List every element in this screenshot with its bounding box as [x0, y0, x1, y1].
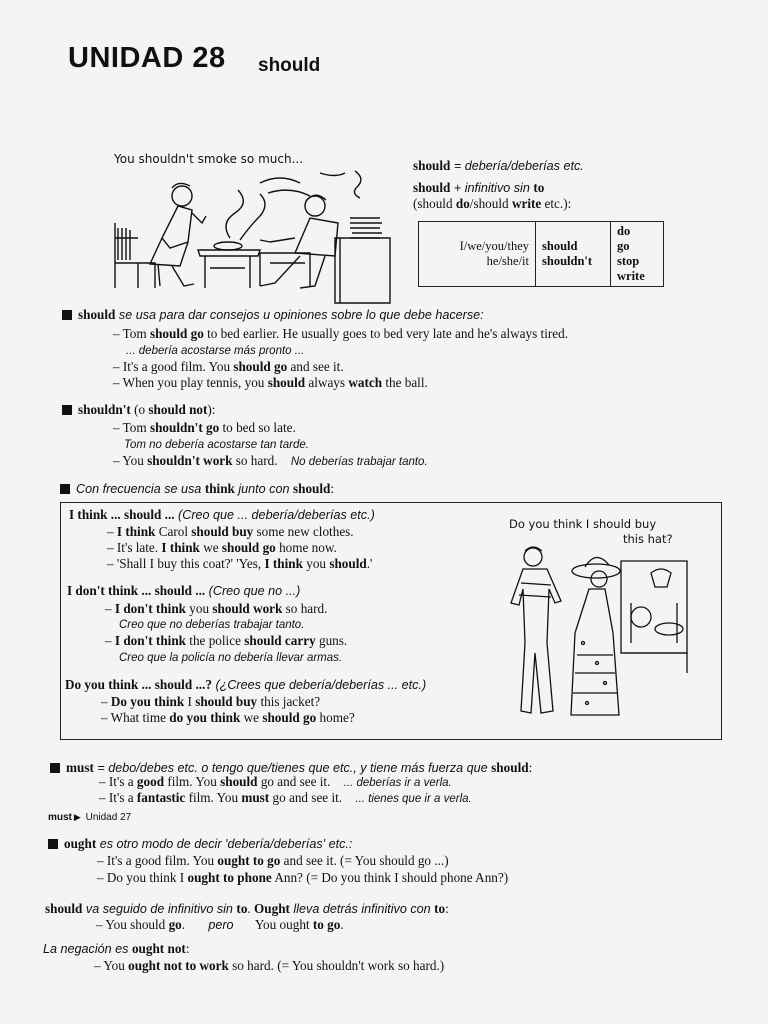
- heading-keyword: must: [66, 760, 94, 775]
- example-line: [113, 420, 296, 436]
- definition-line: [413, 158, 584, 174]
- subjects-plural: I/we/you/they: [459, 239, 529, 253]
- translation-line: Tom no debería acostarse tan tarde.: [124, 439, 309, 451]
- ex-text: – You: [94, 958, 129, 973]
- example-line: [101, 710, 355, 726]
- ex-text: You ought: [254, 917, 313, 932]
- ex-bold: I don't think: [114, 633, 186, 648]
- modal-negative: shouldn't: [542, 254, 593, 268]
- ex-bold: to go: [312, 917, 341, 932]
- arrow-right-icon: ▶: [73, 812, 81, 822]
- ex-text: and see it. (= You should go ...): [280, 853, 449, 868]
- rule-text: va seguido de infinitivo sin: [82, 902, 237, 916]
- ex-bold: I think: [161, 540, 200, 555]
- ex-text: – It's a: [99, 790, 137, 805]
- ex-text: this jacket?: [257, 694, 321, 709]
- hat-cartoon-caption-2: this hat?: [623, 532, 673, 546]
- ex-text: – What time: [101, 710, 170, 725]
- form-ex-write: write: [511, 196, 542, 211]
- ex-text: – Do you think I: [97, 870, 188, 885]
- ex-bold: watch: [348, 375, 383, 390]
- forms-table: [418, 221, 664, 287]
- example-line: [107, 524, 354, 540]
- think-heading: [69, 507, 375, 523]
- ex-bold: should: [220, 774, 258, 789]
- example-line: [101, 694, 320, 710]
- heading-keyword: should not: [148, 402, 208, 417]
- rule-text: :: [185, 941, 190, 956]
- heading-text: :: [330, 481, 335, 496]
- verb-item: stop: [617, 254, 640, 268]
- example-line: [113, 359, 344, 375]
- box-heading-bold: Do you think ... should ...?: [65, 677, 212, 692]
- example-line: [113, 453, 428, 470]
- translation-inline: No deberías trabajar tanto.: [290, 456, 428, 468]
- heading-text: = debo/debes etc. o tengo que/tienes que etc., y tiene más fuerza que: [93, 761, 492, 775]
- verb-item: write: [617, 269, 645, 283]
- ex-bold: should: [267, 375, 306, 390]
- ex-text: some new clothes.: [253, 524, 354, 539]
- def-keyword: should: [413, 158, 451, 173]
- ex-text: so hard.: [282, 601, 328, 616]
- heading-keyword: should: [293, 481, 331, 496]
- ex-text: – Tom: [113, 420, 150, 435]
- ex-bold: do you think: [169, 710, 241, 725]
- ex-bold: should go: [221, 540, 276, 555]
- ex-text: .: [181, 917, 186, 932]
- ex-text: film. You: [164, 774, 221, 789]
- section-negative-heading: [62, 402, 215, 418]
- ex-text: and see it.: [287, 359, 344, 374]
- ex-bold: should: [329, 556, 367, 571]
- ex-bold: must: [241, 790, 270, 805]
- form-ex-text: (should: [413, 196, 456, 211]
- bullet-icon: [50, 763, 60, 773]
- section-advice-heading: [62, 307, 484, 323]
- ex-text: I: [184, 694, 196, 709]
- example-line: [96, 917, 344, 933]
- ex-text: go and see it.: [257, 774, 331, 789]
- verb-item: do: [617, 224, 631, 238]
- modal-cell: [536, 222, 611, 287]
- ex-bold: I don't think: [114, 601, 186, 616]
- example-line: [94, 958, 444, 974]
- example-line: [113, 375, 428, 391]
- rule-text: :: [445, 901, 449, 916]
- unit-topic: should: [258, 55, 321, 76]
- bullet-icon: [48, 839, 58, 849]
- ex-text: –: [105, 601, 115, 616]
- ex-bold: should buy: [195, 694, 258, 709]
- bullet-icon: [60, 484, 70, 494]
- ex-text: you: [302, 556, 330, 571]
- heading-keyword: shouldn't: [78, 402, 131, 417]
- rule-keyword: should: [45, 901, 83, 916]
- ex-text: – When you play tennis, you: [113, 375, 268, 390]
- translation-line: Creo que la policía no debería llevar armas.: [119, 652, 343, 664]
- smoking-cartoon: [110, 150, 400, 305]
- heading-text: es otro modo de decir 'debería/deberías' etc.:: [96, 837, 353, 851]
- form-keyword: should: [413, 180, 451, 195]
- form-examples: [413, 196, 571, 212]
- ex-text: always: [305, 375, 349, 390]
- ex-text: so hard.: [232, 453, 278, 468]
- rule-keyword: Ought: [254, 901, 290, 916]
- ex-text: the ball.: [382, 375, 428, 390]
- ex-text: – 'Shall I buy this coat?' 'Yes,: [107, 556, 265, 571]
- ex-text: go and see it.: [269, 790, 343, 805]
- think-should-box: [60, 502, 722, 740]
- rule-keyword: ought not: [131, 941, 186, 956]
- verbs-cell: [611, 222, 664, 287]
- def-meaning: = debería/deberías etc.: [450, 159, 584, 173]
- bullet-icon: [62, 405, 72, 415]
- ex-bold: should carry: [244, 633, 316, 648]
- ex-bold: should buy: [191, 524, 254, 539]
- rule-keyword: to: [434, 901, 446, 916]
- heading-text: se usa para dar consejos u opiniones sobre lo que debe hacerse:: [115, 308, 484, 322]
- example-line: [97, 853, 449, 869]
- ex-bold: ought to phone: [187, 870, 272, 885]
- ex-text: – You should: [96, 917, 169, 932]
- ex-bold: should work: [212, 601, 283, 616]
- ex-bold: should go: [233, 359, 288, 374]
- ex-text: to bed earlier. He usually goes to bed very late and he's always tired.: [203, 326, 569, 341]
- form-to: to: [533, 180, 545, 195]
- ex-bold: I think: [116, 524, 156, 539]
- box-heading-ital: (¿Crees que debería/deberías ... etc.): [211, 678, 427, 692]
- dont-think-heading: [67, 583, 300, 599]
- form-ex-text: /should: [469, 196, 512, 211]
- modal-positive: should: [542, 239, 578, 253]
- ex-text: –: [105, 633, 115, 648]
- example-line: [99, 790, 472, 807]
- example-line: [105, 601, 327, 617]
- rule-keyword: to: [236, 901, 248, 916]
- ex-text: –: [107, 524, 117, 539]
- do-you-think-heading: [65, 677, 426, 693]
- rule-infinitive: [45, 901, 449, 917]
- cartoon-caption: You shouldn't smoke so much...: [114, 152, 304, 166]
- ex-bold: I think: [264, 556, 303, 571]
- ex-text: .': [366, 556, 373, 571]
- heading-keyword: ought: [64, 836, 97, 851]
- box-heading-ital: (Creo que no ...): [205, 584, 301, 598]
- section-think-heading: [60, 481, 334, 497]
- hat-cartoon-caption-1: Do you think I should buy: [509, 517, 657, 531]
- ex-bold: shouldn't go: [149, 420, 220, 435]
- example-line: [97, 870, 508, 886]
- ex-bold: go: [168, 917, 182, 932]
- bullet-icon: [62, 310, 72, 320]
- translation-line: ... debería acostarse más pronto ...: [126, 345, 305, 357]
- example-line: [107, 556, 372, 572]
- heading-keyword: should: [491, 760, 529, 775]
- ex-text: – It's a: [99, 774, 137, 789]
- heading-keyword: think: [204, 481, 235, 496]
- section-ought-heading: [48, 836, 352, 852]
- ex-bold: should go: [149, 326, 204, 341]
- ex-bold: Do you think: [110, 694, 185, 709]
- ex-text: home?: [316, 710, 355, 725]
- heading-keyword: should: [78, 307, 116, 322]
- heading-text: :: [528, 760, 533, 775]
- ex-bold: shouldn't work: [147, 453, 233, 468]
- ref-keyword: must: [48, 812, 72, 823]
- hat-shop-cartoon: [501, 543, 691, 723]
- translation-inline: ... deberías ir a verla.: [343, 777, 452, 789]
- subjects-cell: [419, 222, 536, 287]
- ex-text: Ann? (= Do you think I should phone Ann?): [271, 870, 509, 885]
- ex-text: film. You: [185, 790, 242, 805]
- translation-line: Creo que no deberías trabajar tanto.: [119, 619, 305, 631]
- form-ex-do: do: [455, 196, 470, 211]
- verb-item: go: [617, 239, 630, 253]
- ex-text: the police: [186, 633, 245, 648]
- example-line: [105, 633, 347, 649]
- ex-text: we: [199, 540, 222, 555]
- heading-text: (o: [130, 402, 149, 417]
- ex-text: – It's a good film. You: [97, 853, 218, 868]
- heading-text: junto con: [234, 482, 293, 496]
- ex-text: –: [101, 694, 111, 709]
- rule-negation: [43, 941, 189, 957]
- ex-bold: ought not to work: [128, 958, 229, 973]
- ex-text: .: [340, 917, 344, 932]
- form-ex-text: etc.):: [541, 196, 572, 211]
- ref-unit: Unidad 27: [82, 812, 132, 823]
- example-line: [113, 326, 568, 342]
- form-line: [413, 180, 544, 196]
- cross-reference-link[interactable]: [48, 812, 131, 823]
- unit-title: UNIDAD 28: [68, 42, 226, 74]
- ex-connector: pero: [208, 918, 234, 932]
- ex-bold: ought to go: [217, 853, 281, 868]
- ex-text: – It's a good film. You: [113, 359, 234, 374]
- ex-text: you: [186, 601, 213, 616]
- ex-text: we: [240, 710, 263, 725]
- box-heading-bold: I think ... should ...: [69, 507, 175, 522]
- box-heading-bold: I don't think ... should ...: [67, 583, 206, 598]
- heading-text: Con frecuencia se usa: [76, 482, 205, 496]
- ex-bold: should go: [262, 710, 317, 725]
- example-line: [99, 774, 452, 791]
- ex-text: guns.: [315, 633, 348, 648]
- ex-text: – Tom: [113, 326, 150, 341]
- form-rule: + infinitivo sin: [450, 181, 534, 195]
- box-heading-ital: (Creo que ... debería/deberías etc.): [174, 508, 375, 522]
- ex-text: Carol: [155, 524, 192, 539]
- heading-text: ):: [207, 402, 216, 417]
- ex-text: home now.: [275, 540, 337, 555]
- smoking-cartoon-drawing: [110, 168, 400, 305]
- ex-text: so hard. (= You shouldn't work so hard.): [228, 958, 445, 973]
- subjects-singular: he/she/it: [486, 254, 529, 268]
- translation-inline: ... tienes que ir a verla.: [355, 793, 472, 805]
- ex-text: – It's late.: [107, 540, 162, 555]
- ex-bold: good: [136, 774, 165, 789]
- example-line: [107, 540, 337, 556]
- ex-text: – You: [113, 453, 148, 468]
- rule-text: lleva detrás infinitivo con: [289, 902, 435, 916]
- rule-text: La negación es: [43, 942, 132, 956]
- ex-text: to bed so late.: [219, 420, 296, 435]
- rule-text: .: [247, 901, 255, 916]
- ex-bold: fantastic: [136, 790, 186, 805]
